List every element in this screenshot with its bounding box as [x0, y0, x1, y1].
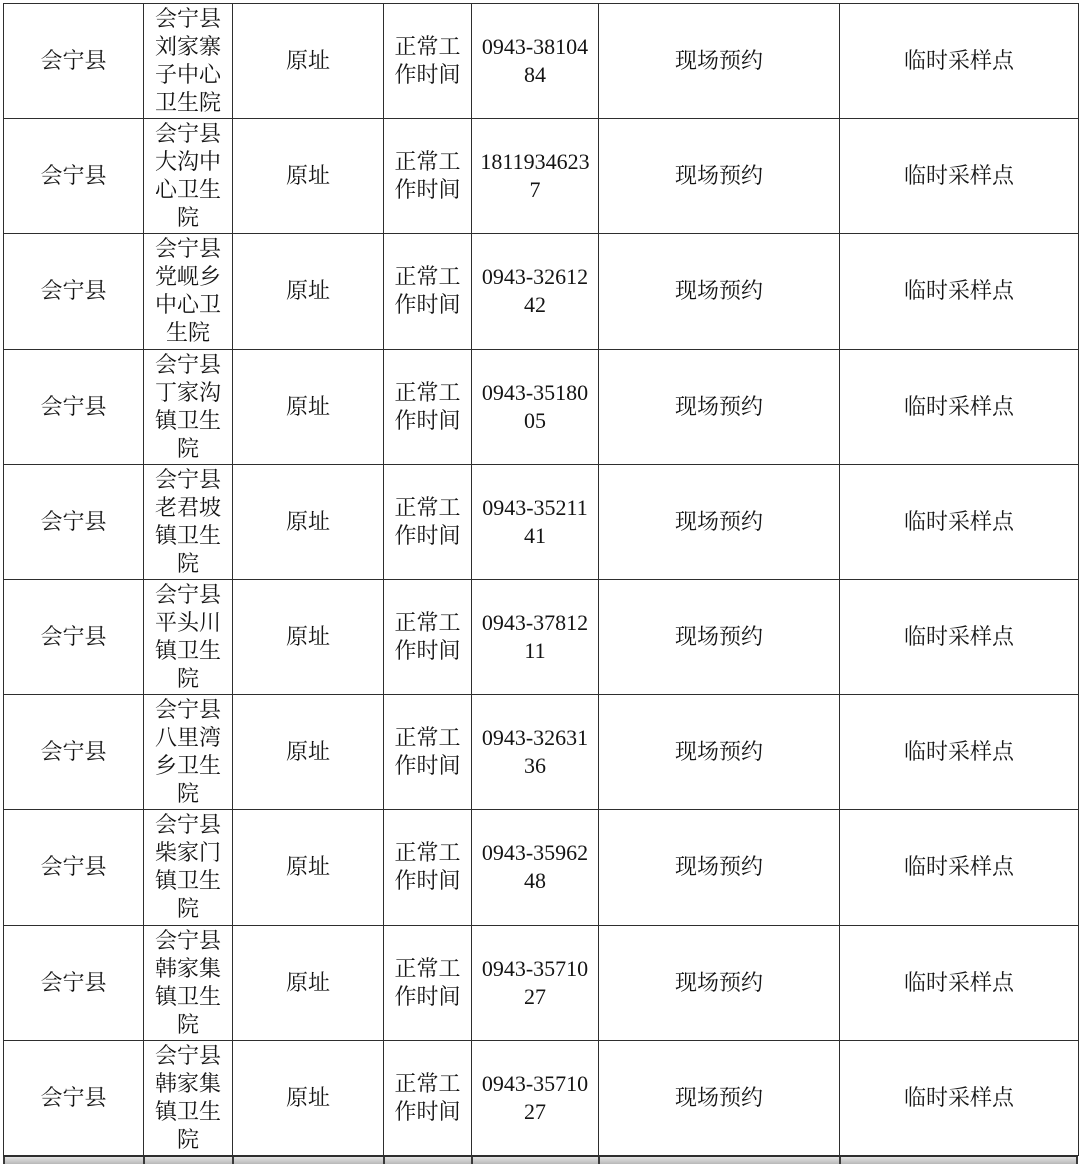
site-name-cell: [144, 464, 233, 579]
site-name: 会宁县韩家集镇卫生院: [154, 1042, 221, 1152]
county-cell: 会宁县: [4, 349, 144, 464]
booking-cell: 现场预约: [599, 234, 840, 349]
county-cell: 会宁县: [4, 925, 144, 1040]
hours-cell: [384, 349, 472, 464]
address-cell: 原址: [233, 234, 384, 349]
phone-cell: [472, 234, 599, 349]
table-row: [4, 119, 1079, 234]
site-type-cell: 临时采样点: [840, 695, 1079, 810]
hours-cell: [384, 119, 472, 234]
hours-text: 正常工作时间: [394, 955, 461, 1009]
county-cell: 会宁县: [4, 4, 144, 119]
site-type-cell: 临时采样点: [840, 1040, 1079, 1155]
site-name-cell: [144, 925, 233, 1040]
site-name: 会宁县刘家寨子中心卫生院: [154, 6, 221, 116]
table-row: [4, 464, 1079, 579]
county-cell: 会宁县: [4, 1040, 144, 1155]
booking-cell: 现场预约: [599, 119, 840, 234]
phone-cell: [472, 4, 599, 119]
phone-number: 0943-3261242: [481, 264, 589, 318]
site-type-cell: 临时采样点: [840, 925, 1079, 1040]
address-cell: 原址: [233, 925, 384, 1040]
hours-text: 正常工作时间: [394, 379, 461, 433]
hours-text: 正常工作时间: [394, 149, 461, 203]
booking-cell: 现场预约: [599, 464, 840, 579]
phone-number: 0943-3571027: [481, 955, 589, 1009]
site-name-cell: [144, 579, 233, 694]
booking-cell: 现场预约: [599, 925, 840, 1040]
site-name: 会宁县党岘乡中心卫生院: [154, 236, 221, 346]
site-name-cell: [144, 695, 233, 810]
address-cell: 原址: [233, 810, 384, 925]
site-type-cell: 临时采样点: [840, 119, 1079, 234]
address-cell: 原址: [233, 4, 384, 119]
address-cell: 原址: [233, 119, 384, 234]
testing-sites-table: [3, 3, 1079, 1156]
hours-text: 正常工作时间: [394, 264, 461, 318]
county-cell: 会宁县: [4, 695, 144, 810]
hours-cell: [384, 579, 472, 694]
phone-cell: [472, 579, 599, 694]
site-name: 会宁县大沟中心卫生院: [154, 121, 221, 231]
table-row: [4, 4, 1079, 119]
hours-cell: [384, 810, 472, 925]
county-cell: 会宁县: [4, 234, 144, 349]
site-type-cell: 临时采样点: [840, 810, 1079, 925]
phone-number: 0943-3596248: [481, 840, 589, 894]
site-name-cell: [144, 4, 233, 119]
hours-text: 正常工作时间: [394, 34, 461, 88]
site-name-cell: [144, 349, 233, 464]
county-cell: 会宁县: [4, 464, 144, 579]
hours-cell: [384, 464, 472, 579]
hours-text: 正常工作时间: [394, 1070, 461, 1124]
address-cell: 原址: [233, 1040, 384, 1155]
site-name: 会宁县柴家门镇卫生院: [154, 812, 221, 922]
phone-number: 0943-3521141: [482, 494, 588, 548]
site-type-cell: 临时采样点: [840, 349, 1079, 464]
phone-number: 0943-3571027: [481, 1070, 589, 1124]
booking-cell: 现场预约: [599, 810, 840, 925]
table-row: [4, 579, 1079, 694]
address-cell: 原址: [233, 695, 384, 810]
phone-cell: [472, 1040, 599, 1155]
site-name: 会宁县丁家沟镇卫生院: [154, 351, 221, 461]
county-cell: 会宁县: [4, 579, 144, 694]
site-name-cell: [144, 119, 233, 234]
table-row: [4, 810, 1079, 925]
hours-cell: [384, 695, 472, 810]
site-type-cell: 临时采样点: [840, 464, 1079, 579]
hours-cell: [384, 925, 472, 1040]
site-type-cell: 临时采样点: [840, 579, 1079, 694]
site-type-cell: 临时采样点: [840, 234, 1079, 349]
hours-text: 正常工作时间: [394, 725, 461, 779]
hours-text: 正常工作时间: [394, 610, 461, 664]
booking-cell: 现场预约: [599, 695, 840, 810]
hours-cell: [384, 4, 472, 119]
site-type-cell: 临时采样点: [840, 4, 1079, 119]
site-name: 会宁县韩家集镇卫生院: [154, 927, 221, 1037]
site-name-cell: [144, 234, 233, 349]
booking-cell: 现场预约: [599, 579, 840, 694]
booking-cell: 现场预约: [599, 4, 840, 119]
phone-cell: [472, 119, 599, 234]
hours-cell: [384, 234, 472, 349]
phone-cell: [472, 925, 599, 1040]
table-row: [4, 1040, 1079, 1155]
phone-number: 0943-3518005: [481, 379, 589, 433]
site-name-cell: [144, 810, 233, 925]
hours-text: 正常工作时间: [394, 494, 461, 548]
phone-number: 0943-3781211: [481, 610, 589, 664]
table-row: [4, 234, 1079, 349]
address-cell: 原址: [233, 349, 384, 464]
site-name: 会宁县平头川镇卫生院: [154, 582, 221, 692]
site-name-cell: [144, 1040, 233, 1155]
phone-number: 0943-3263136: [481, 725, 589, 779]
hours-cell: [384, 1040, 472, 1155]
phone-number: 0943-3810484: [481, 34, 589, 88]
phone-number: 18119346237: [480, 149, 590, 203]
phone-cell: [472, 810, 599, 925]
table-row: [4, 925, 1079, 1040]
phone-cell: [472, 695, 599, 810]
table-row: [4, 349, 1079, 464]
site-name: 会宁县老君坡镇卫生院: [154, 466, 221, 576]
booking-cell: 现场预约: [599, 349, 840, 464]
county-cell: 会宁县: [4, 119, 144, 234]
site-name: 会宁县八里湾乡卫生院: [154, 697, 221, 807]
table-row: [4, 695, 1079, 810]
address-cell: 原址: [233, 464, 384, 579]
phone-cell: [472, 349, 599, 464]
hours-text: 正常工作时间: [394, 840, 461, 894]
address-cell: 原址: [233, 579, 384, 694]
county-cell: 会宁县: [4, 810, 144, 925]
phone-cell: [472, 464, 599, 579]
booking-cell: 现场预约: [599, 1040, 840, 1155]
